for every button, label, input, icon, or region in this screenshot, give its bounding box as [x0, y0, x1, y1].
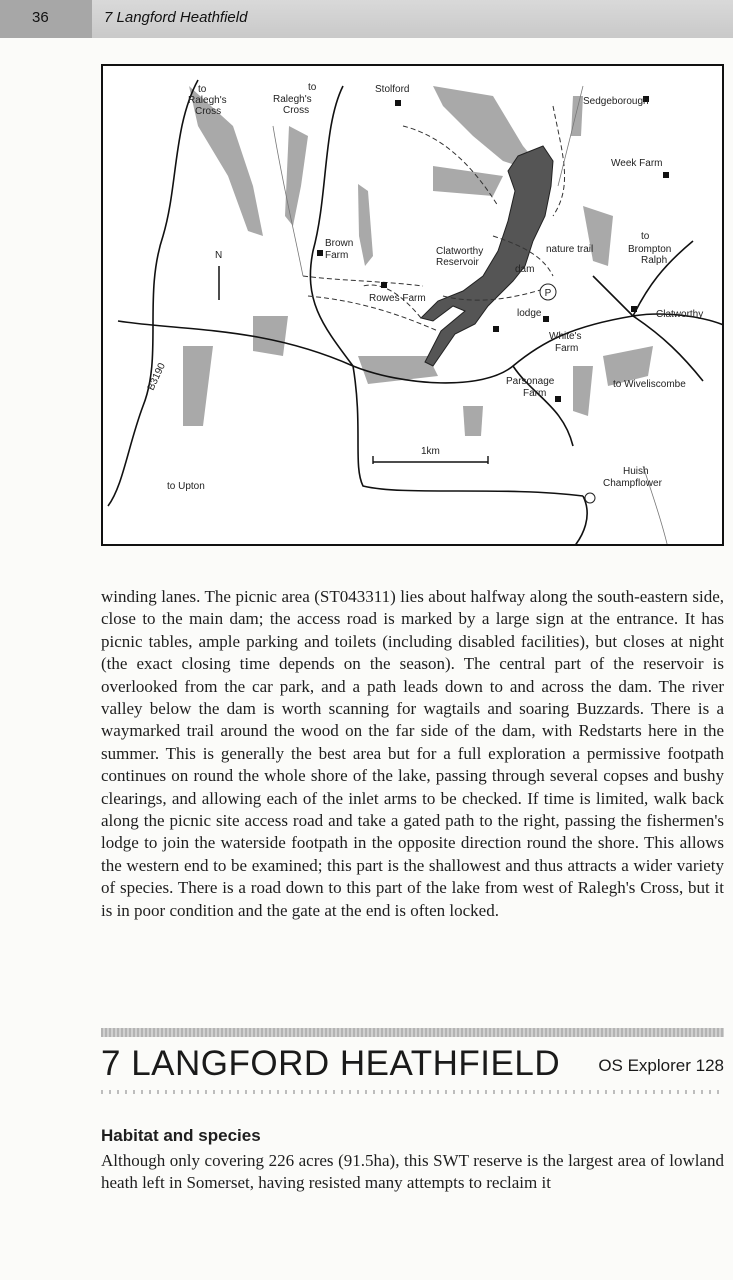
label-to-brompton-ralph-c: Ralph	[641, 255, 668, 266]
label-clatworthy-reservoir-b: Reservoir	[436, 257, 479, 268]
label-to-wiveliscombe: to Wiveliscombe	[613, 379, 686, 390]
running-header	[0, 0, 733, 38]
label-dam: dam	[515, 264, 535, 275]
label-to-raleghs-cross-1-a: to	[198, 84, 207, 95]
label-to-brompton-ralph-b: Brompton	[628, 244, 672, 255]
label-lodge: lodge	[517, 308, 542, 319]
page-number-box	[0, 0, 92, 38]
running-head-title: 7 Langford Heathfield	[104, 9, 248, 26]
label-to-raleghs-cross-2-b: Ralegh's	[273, 94, 312, 105]
label-huish-champflower-b: Champflower	[603, 478, 662, 489]
site-map	[101, 64, 724, 546]
woodland-areas	[183, 86, 653, 436]
habitat-heading: Habitat and species	[101, 1126, 261, 1145]
label-clatworthy-reservoir-a: Clatworthy	[436, 246, 484, 257]
section-rule-dotted	[101, 1090, 724, 1094]
map-drawing	[103, 66, 724, 546]
label-to-raleghs-cross-1-b: Ralegh's	[188, 95, 227, 106]
body-paragraph: winding lanes. The picnic area (ST043311) lies about halfway along the south-eastern side, close to the main dam; the access road is marked by a large sign at the entrance. It has picnic tables, ample parking and toilets (including disabled facilities), but closes at night (the exact closing time depends on the season). The central part of the reservoir is overlooked from the car park, and a path leads down to and across the dam. The river valley below the dam is worth scanning for wagtails and soaring Buzzards. There is a waymarked trail around the wood on the far side of the dam, with Redstarts here in the summer. This is generally the best area but for a full exploration a permissive footpath continues on round the whole shore of the lake, passing through several copses and bushy clearings, and allowing each of the inlet arms to be checked. If time is limited, walk back along the picnic site access road and take a gated path to the right, passing the fishermen's lodge to join the waterside footpath in the opposite direction round the shore. This allows the western end to be examined; this part is the shallowest and thus attracts a wider variety of species. There is a road down to this part of the lake from west of Ralegh's Cross, but it is in poor condition and the gate at the end is often locked.	[101, 587, 724, 920]
label-to-brompton-ralph-a: to	[641, 231, 650, 242]
habitat-paragraph: Although only covering 226 acres (91.5ha), this SWT reserve is the largest area of lowland heath left in Somerset, having resisted many attempts to reclaim it	[101, 1151, 724, 1193]
label-to-raleghs-cross-2-a: to	[308, 82, 317, 93]
label-whites-farm-b: Farm	[555, 343, 579, 354]
scale-bar	[373, 456, 488, 464]
label-to-raleghs-cross-2-c: Cross	[283, 105, 310, 116]
church-symbol	[585, 493, 595, 503]
label-brown-farm-a: Brown	[325, 238, 354, 249]
label-nature-trail: nature trail	[546, 244, 594, 255]
section-rule-top	[101, 1028, 724, 1037]
label-clatworthy: Clatworthy	[656, 309, 704, 320]
parking-label: P	[544, 288, 552, 299]
label-parsonage-farm-a: Parsonage	[506, 376, 555, 387]
label-road-b3190: B3190	[145, 361, 168, 393]
label-week-farm: Week Farm	[611, 158, 663, 169]
os-map-reference: OS Explorer 128	[598, 1056, 724, 1075]
label-brown-farm-b: Farm	[325, 250, 349, 261]
label-whites-farm-a: White's	[549, 331, 582, 342]
north-label: N	[215, 250, 223, 261]
scale-label: 1km	[421, 446, 440, 457]
label-sedgeborough: Sedgeborough	[583, 96, 649, 107]
page-number: 36	[32, 9, 49, 26]
label-to-raleghs-cross-1-c: Cross	[195, 106, 222, 117]
label-to-upton: to Upton	[167, 481, 205, 492]
section-title: 7 LANGFORD HEATHFIELD	[101, 1044, 561, 1083]
label-parsonage-farm-b: Farm	[523, 388, 547, 399]
label-stolford: Stolford	[375, 84, 410, 95]
label-rowes-farm: Rowes Farm	[369, 293, 426, 304]
label-huish-champflower-a: Huish	[623, 466, 649, 477]
